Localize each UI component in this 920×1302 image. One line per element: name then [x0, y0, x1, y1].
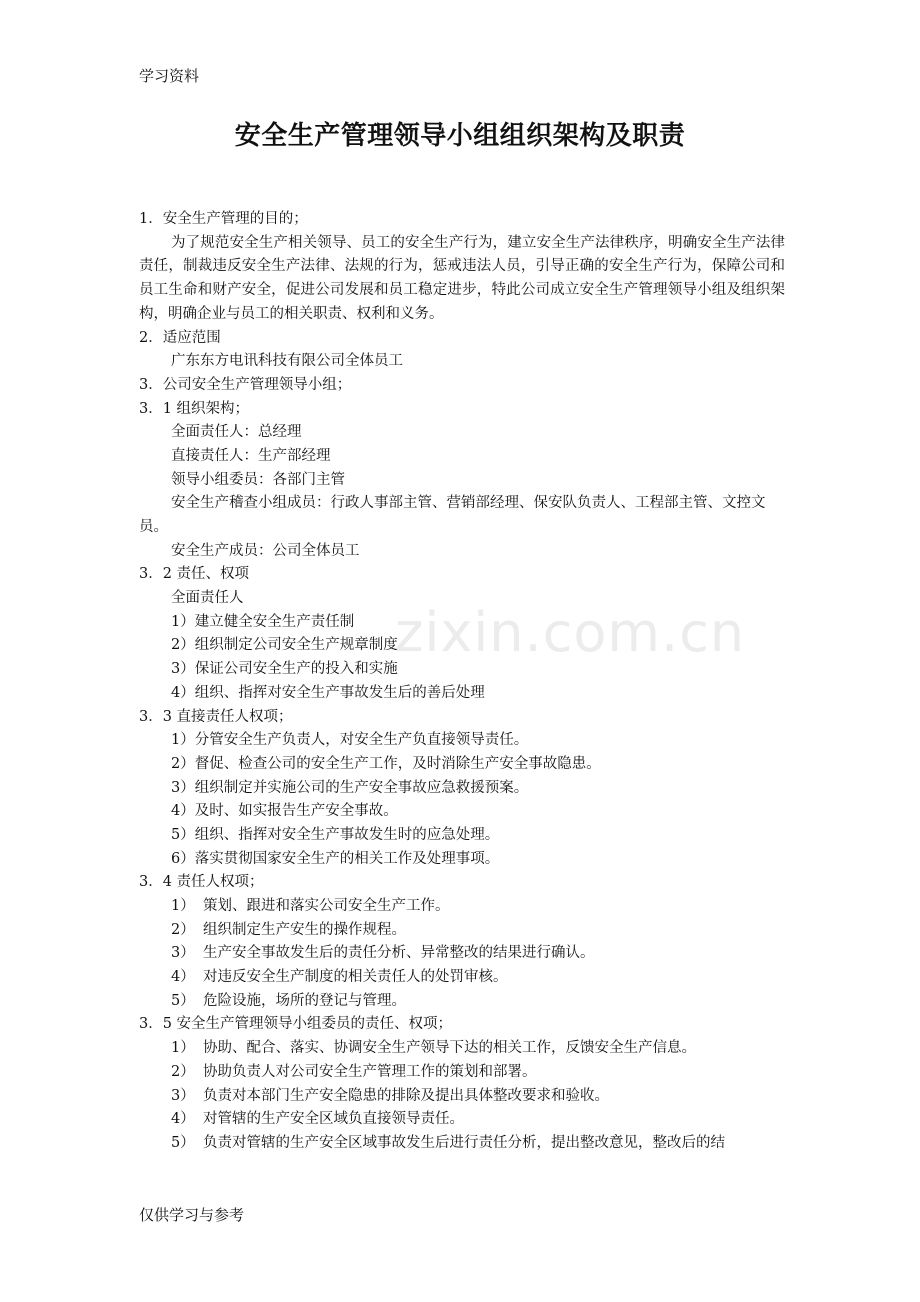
list-item — [139, 942, 785, 966]
subheading: 全面责任人 — [171, 590, 244, 607]
item-number: 4） — [171, 1111, 195, 1128]
list-item: 3）保证公司安全生产的投入和实施 — [171, 661, 398, 678]
list-item — [139, 919, 785, 943]
header-note: 学习资料 — [139, 67, 200, 85]
item-number: 5） — [171, 1134, 195, 1151]
document-title: 安全生产管理领导小组组织架构及职责 — [234, 121, 686, 151]
list-item: 6）落实贯彻国家安全生产的相关工作及处理事项。 — [171, 850, 500, 867]
item-text: 策划、跟进和落实公司安全生产工作。 — [203, 898, 450, 915]
list-item: 5）组织、指挥对安全生产事故发生时的应急处理。 — [171, 826, 500, 843]
item-text: 生产安全事故发生后的责任分析、异常整改的结果进行确认。 — [203, 945, 595, 962]
section-3-2-heading: 3．2 责任、权项 — [139, 566, 250, 583]
list-item: 全面责任人：总经理 — [171, 424, 302, 441]
list-item: 3）组织制定并实施公司的生产安全事故应急救援预案。 — [171, 779, 529, 796]
item-text: 协助负责人对公司安全生产管理工作的策划和部署。 — [203, 1063, 537, 1080]
section-3-4-heading: 3．4 责任人权项； — [139, 874, 264, 891]
list-item: 1）分管安全生产负责人，对安全生产负直接领导责任。 — [171, 732, 529, 749]
item-number: 2） — [171, 921, 195, 938]
list-item — [139, 1132, 785, 1156]
list-item: 2）组织制定公司安全生产规章制度 — [171, 637, 398, 654]
list-item — [139, 1085, 785, 1109]
section-3-5-heading: 3．5 安全生产管理领导小组委员的责任、权项； — [139, 1016, 453, 1033]
item-text: 组织制定生产安生的操作规程。 — [203, 921, 406, 938]
list-item — [139, 1037, 785, 1061]
section-1-heading: 1．安全生产管理的目的； — [139, 211, 308, 227]
item-number: 1） — [171, 898, 195, 915]
item-number: 1） — [171, 1040, 195, 1057]
list-item — [139, 895, 785, 919]
item-text: 负责对本部门生产安全隐患的排除及提出具体整改要求和验收。 — [203, 1087, 609, 1104]
inspection-team-text: 安全生产稽查小组成员：行政人事部主管、营销部经理、保安队负责人、工程部主管、文控文员。 — [139, 495, 766, 536]
footer-note: 仅供学习与参考 — [139, 1206, 245, 1224]
list-item — [139, 990, 785, 1014]
list-item — [139, 966, 785, 990]
watermark: zixin.com.cn — [395, 601, 746, 664]
section-1-paragraph: 为了规范安全生产相关领导、员工的安全生产行为，建立安全生产法律秩序，明确安全生产法律责任，制裁违反安全生产法律、法规的行为，惩戒违法人员，引导正确的安全生产行为，保障公司和员工生命和财产安全，促进公司发展和员工稳定进步，特此公司成立安全生产管理领导小组及组织架构，明确企业与员工的相关职责、权利和义务。 — [139, 234, 785, 322]
list-item: 4）及时、如实报告生产安全事故。 — [171, 803, 398, 820]
section-3-3-heading: 3．3 直接责任人权项； — [139, 708, 293, 725]
item-number: 5） — [171, 992, 195, 1009]
section-3-heading: 3．公司安全生产管理领导小组； — [139, 376, 352, 393]
list-item: 直接责任人：生产部经理 — [171, 447, 331, 464]
members-text: 安全生产成员：公司全体员工 — [171, 542, 360, 559]
list-item: 1）建立健全安全生产责任制 — [171, 613, 355, 630]
section-2-text: 广东东方电讯科技有限公司全体员工 — [171, 353, 403, 370]
item-number: 4） — [171, 969, 195, 986]
section-2-heading: 2．适应范围 — [139, 329, 221, 346]
item-text: 负责对管辖的生产安全区域事故发生后进行责任分析，提出整改意见，整改后的结 — [203, 1134, 725, 1151]
section-3-1-heading: 3．1 组织架构； — [139, 400, 250, 417]
item-text: 对违反安全生产制度的相关责任人的处罚审核。 — [203, 969, 508, 986]
document-body — [139, 208, 785, 1156]
list-item: 4）组织、指挥对安全生产事故发生后的善后处理 — [171, 684, 485, 701]
item-number: 3） — [171, 1087, 195, 1104]
list-item: 领导小组委员：各部门主管 — [171, 471, 345, 488]
item-number: 3） — [171, 945, 195, 962]
item-text: 危险设施，场所的登记与管理。 — [203, 992, 406, 1009]
item-text: 协助、配合、落实、协调安全生产领导下达的相关工作，反馈安全生产信息。 — [203, 1040, 696, 1057]
list-item — [139, 1061, 785, 1085]
item-number: 2） — [171, 1063, 195, 1080]
list-item: 2）督促、检查公司的安全生产工作，及时消除生产安全事故隐患。 — [171, 755, 601, 772]
item-text: 对管辖的生产安全区域负直接领导责任。 — [203, 1111, 464, 1128]
list-item — [139, 1108, 785, 1132]
